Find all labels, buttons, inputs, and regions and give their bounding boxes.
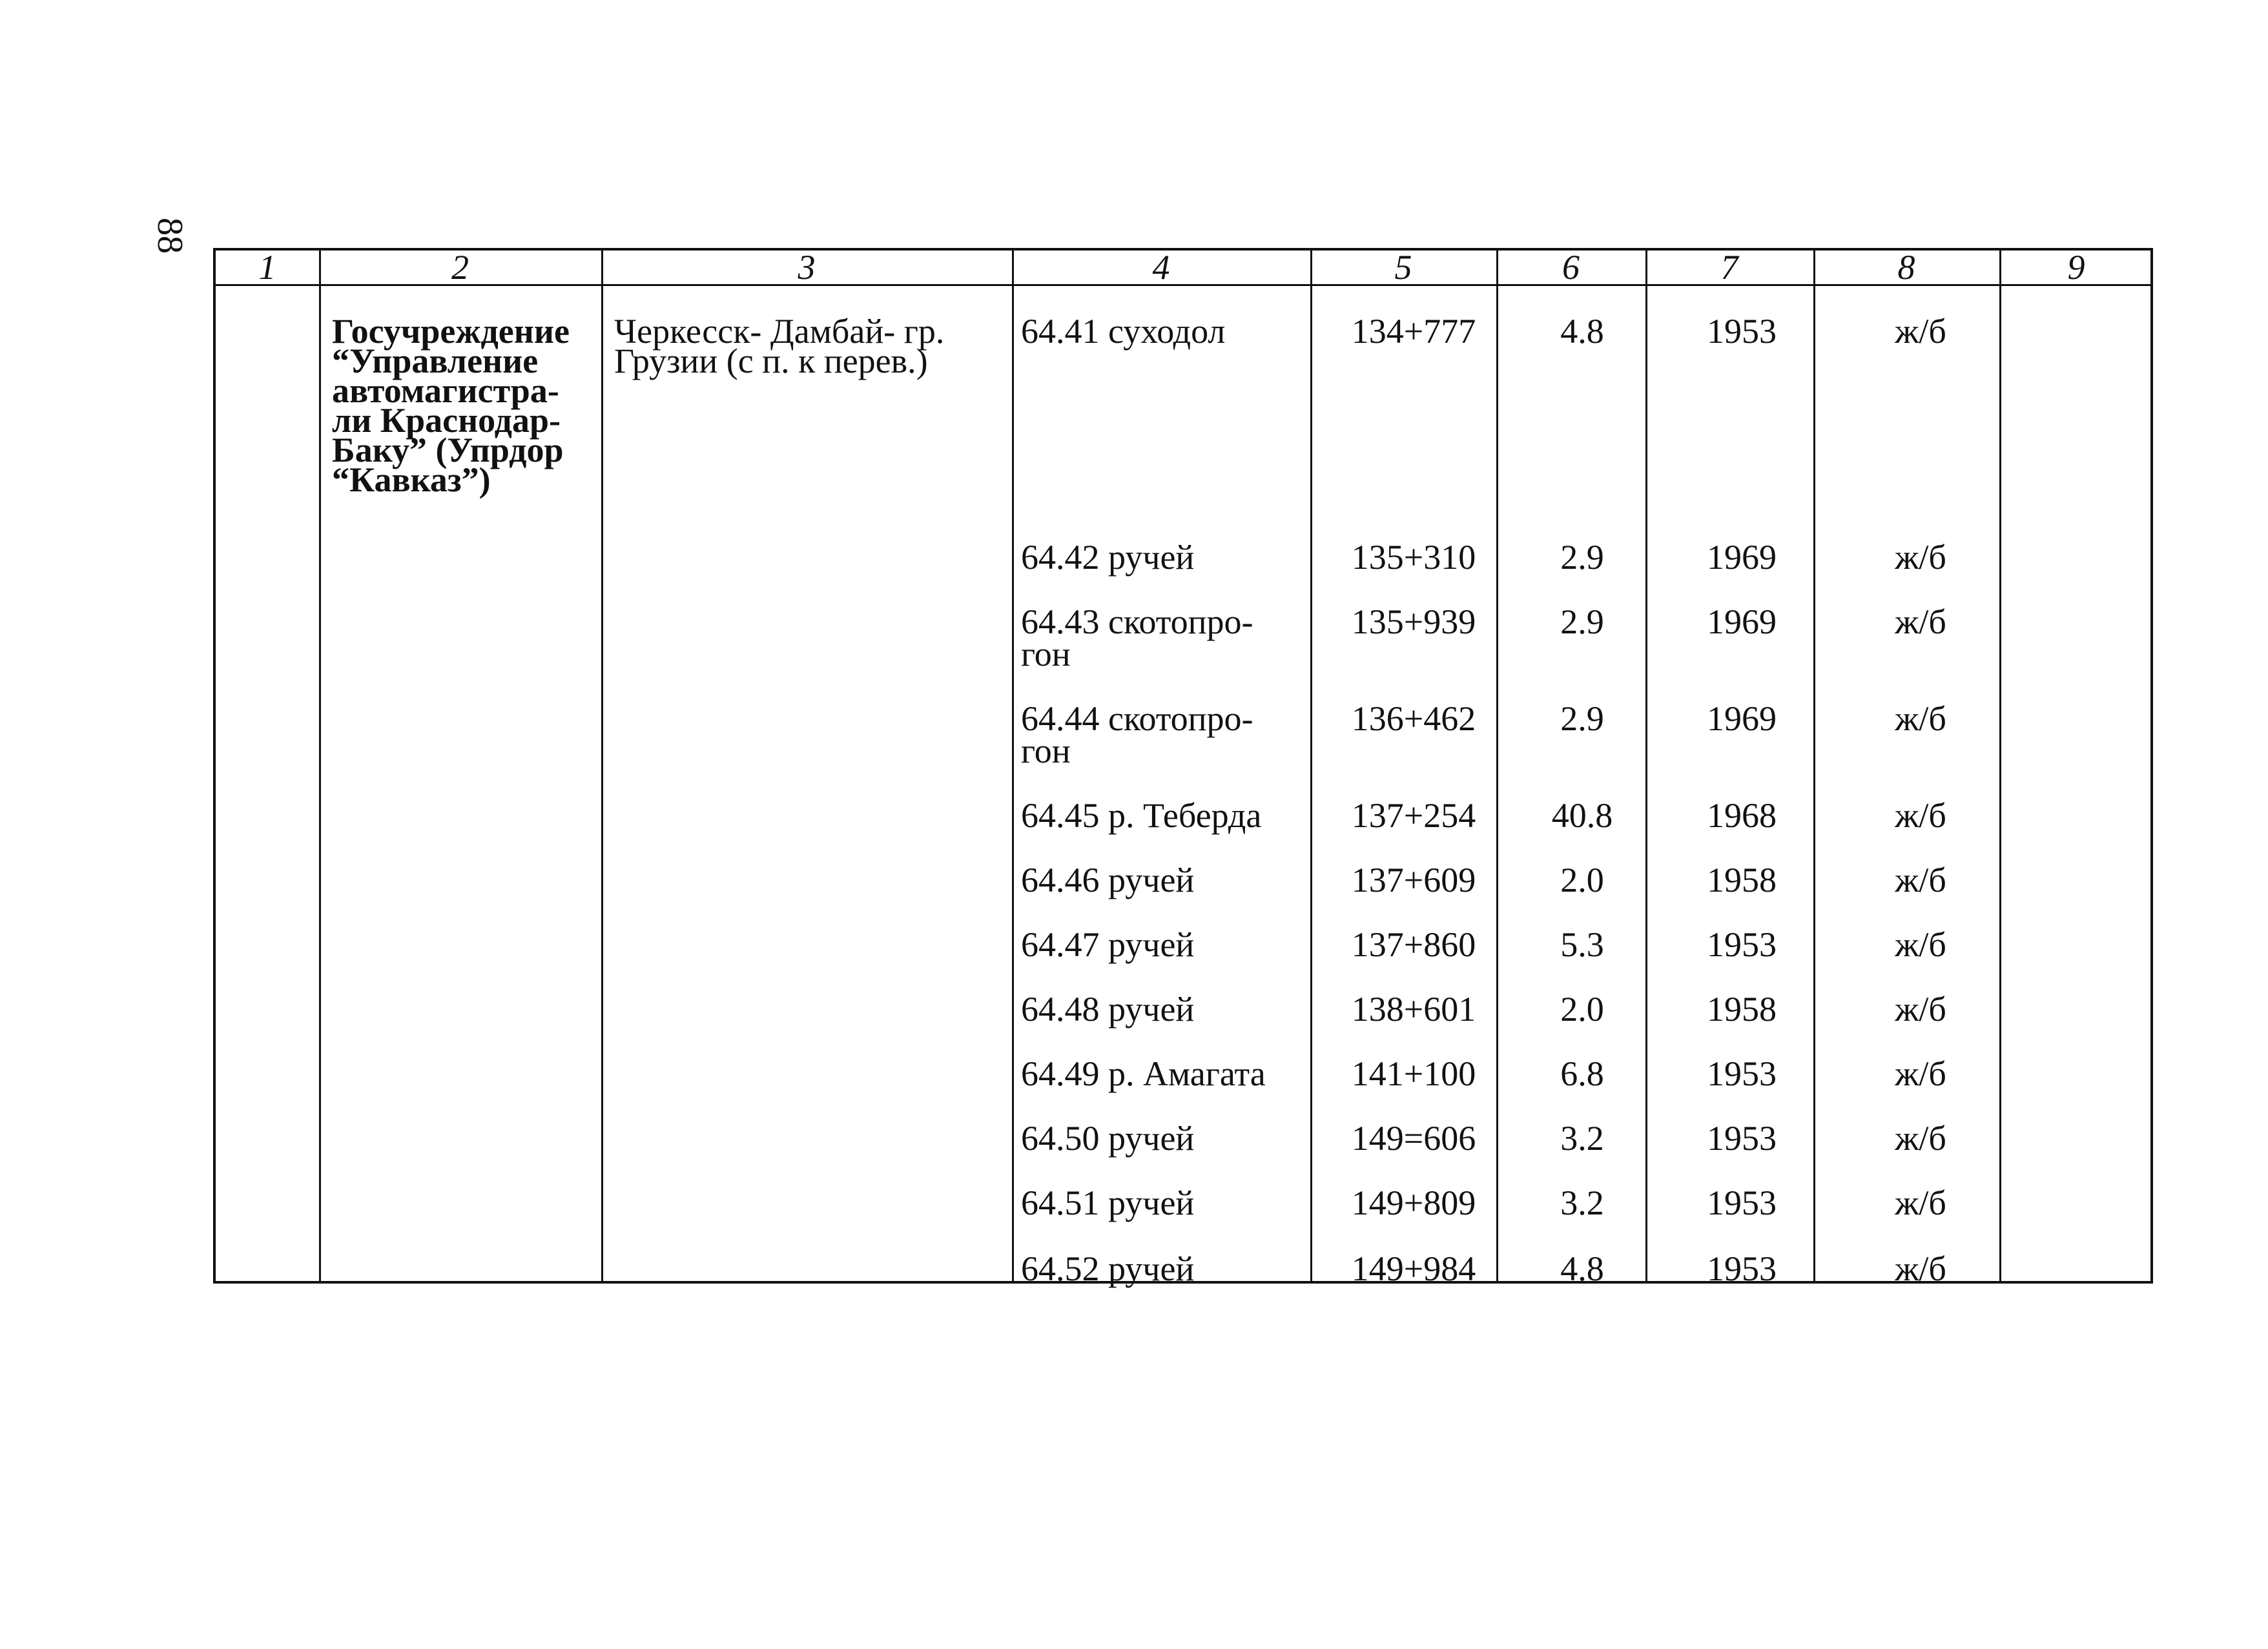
year-value: 1968 xyxy=(1707,796,1777,835)
material-value: ж/б xyxy=(1895,990,1946,1029)
kilometer-value: 138+601 xyxy=(1351,990,1476,1029)
road-line: Грузии (с п. к перев.) xyxy=(614,342,928,380)
structure-name: 64.42 ручей xyxy=(1021,538,1195,577)
length-value: 6.8 xyxy=(1560,1054,1604,1093)
organization-line: “Управление xyxy=(332,342,539,380)
organization-line: ли Краснодар- xyxy=(332,401,561,440)
length-value: 40.8 xyxy=(1551,796,1613,835)
kilometer-value: 134+777 xyxy=(1351,312,1476,351)
table-row xyxy=(216,699,2150,773)
structure-name: 64.50 ручей xyxy=(1021,1119,1195,1158)
structure-name: 64.41 суходол xyxy=(1021,312,1226,351)
road-line: Черкесск- Дамбай- гр. xyxy=(614,312,945,351)
year-value: 1969 xyxy=(1707,538,1777,577)
header-divider xyxy=(216,284,2150,286)
table-row xyxy=(216,1119,2150,1193)
table-row xyxy=(216,602,2150,677)
kilometer-value: 141+100 xyxy=(1351,1054,1476,1093)
kilometer-value: 137+860 xyxy=(1351,925,1476,964)
table-row xyxy=(216,1249,2150,1288)
length-value: 2.0 xyxy=(1560,861,1604,899)
structure-name: 64.49 р. Амагата xyxy=(1021,1054,1266,1093)
length-value: 5.3 xyxy=(1560,925,1604,964)
material-value: ж/б xyxy=(1895,796,1946,835)
material-value: ж/б xyxy=(1895,312,1946,351)
material-value: ж/б xyxy=(1895,861,1946,899)
structure-name: 64.51 ручей xyxy=(1021,1183,1195,1222)
structure-name: 64.45 р. Теберда xyxy=(1021,796,1262,835)
length-value: 4.8 xyxy=(1560,1249,1604,1288)
table-row xyxy=(216,925,2150,999)
structure-name: 64.43 скотопро- гон xyxy=(1021,602,1253,673)
organization-line: Баку” (Упрдор xyxy=(332,431,564,469)
year-value: 1958 xyxy=(1707,861,1777,899)
structure-name: 64.46 ручей xyxy=(1021,861,1195,899)
year-value: 1969 xyxy=(1707,699,1777,738)
table-row xyxy=(216,1054,2150,1129)
column-header: 1 xyxy=(258,248,276,287)
length-value: 3.2 xyxy=(1560,1183,1604,1222)
kilometer-value: 137+254 xyxy=(1351,796,1476,835)
page-number: 88 xyxy=(150,218,190,254)
column-header: 4 xyxy=(1152,248,1170,287)
year-value: 1953 xyxy=(1707,1119,1777,1158)
year-value: 1953 xyxy=(1707,312,1777,351)
table-row xyxy=(216,861,2150,935)
kilometer-value: 149+984 xyxy=(1351,1249,1476,1288)
length-value: 4.8 xyxy=(1560,312,1604,351)
material-value: ж/б xyxy=(1895,1054,1946,1093)
table-row xyxy=(216,312,2150,386)
material-value: ж/б xyxy=(1895,602,1946,641)
bridges-table xyxy=(213,248,2153,1288)
kilometer-value: 135+939 xyxy=(1351,602,1476,641)
table-row xyxy=(216,538,2150,612)
organization-line: Госучреждение xyxy=(332,312,570,351)
material-value: ж/б xyxy=(1895,538,1946,577)
kilometer-value: 149+809 xyxy=(1351,1183,1476,1222)
kilometer-value: 135+310 xyxy=(1351,538,1476,577)
year-value: 1953 xyxy=(1707,1054,1777,1093)
length-value: 3.2 xyxy=(1560,1119,1604,1158)
length-value: 2.0 xyxy=(1560,990,1604,1029)
column-header: 5 xyxy=(1394,248,1412,287)
year-value: 1953 xyxy=(1707,925,1777,964)
year-value: 1953 xyxy=(1707,1183,1777,1222)
table-row xyxy=(216,796,2150,870)
column-header: 8 xyxy=(1897,248,1915,287)
structure-name: 64.44 скотопро- гон xyxy=(1021,699,1253,770)
column-header: 6 xyxy=(1562,248,1580,287)
structure-name: 64.47 ручей xyxy=(1021,925,1195,964)
length-value: 2.9 xyxy=(1560,699,1604,738)
material-value: ж/б xyxy=(1895,1183,1946,1222)
material-value: ж/б xyxy=(1895,1249,1946,1288)
kilometer-value: 149=606 xyxy=(1351,1119,1476,1158)
kilometer-value: 136+462 xyxy=(1351,699,1476,738)
table-row xyxy=(216,1183,2150,1258)
year-value: 1958 xyxy=(1707,990,1777,1029)
kilometer-value: 137+609 xyxy=(1351,861,1476,899)
column-header: 2 xyxy=(451,248,469,287)
length-value: 2.9 xyxy=(1560,538,1604,577)
structure-name: 64.48 ручей xyxy=(1021,990,1195,1029)
material-value: ж/б xyxy=(1895,699,1946,738)
table-row xyxy=(216,990,2150,1064)
organization-line: “Кавказ”) xyxy=(332,460,491,499)
structure-name: 64.52 ручей xyxy=(1021,1249,1195,1288)
length-value: 2.9 xyxy=(1560,602,1604,641)
column-header: 7 xyxy=(1720,248,1738,287)
column-header: 9 xyxy=(2067,248,2085,287)
material-value: ж/б xyxy=(1895,1119,1946,1158)
material-value: ж/б xyxy=(1895,925,1946,964)
column-header: 3 xyxy=(798,248,816,287)
year-value: 1953 xyxy=(1707,1249,1777,1288)
organization-line: автомагистра- xyxy=(332,371,559,410)
year-value: 1969 xyxy=(1707,602,1777,641)
